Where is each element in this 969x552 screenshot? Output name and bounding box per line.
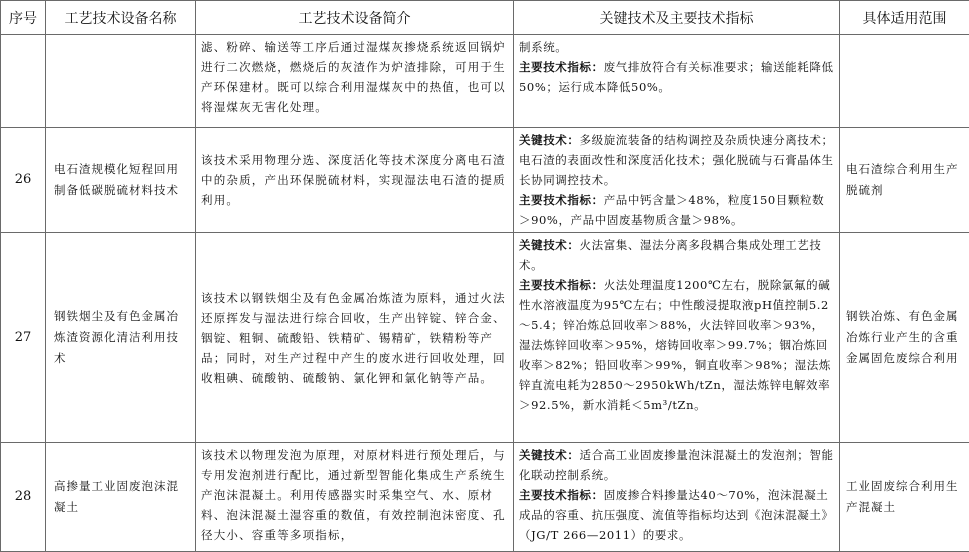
key-tech-label: 关键技术： <box>519 448 580 462</box>
header-equipment-intro: 工艺技术设备简介 <box>196 1 514 35</box>
indicator-label: 主要技术指标： <box>519 193 604 207</box>
table-row <box>1 233 969 443</box>
header-serial-number: 序号 <box>1 1 46 35</box>
row-intro: 该技术以钢铁烟尘及有色金属冶炼渣为原料，通过火法还原挥发与湿法进行综合回收，生产出锌锭、锌合金、铟锭、粗铜、硫酸铅、铁精矿、锡精矿，铁精粉等产品；同时，对生产过程中产生的废水进行回收处理，回收粗碘、硫酸钠、硫酸钠、氯化钾和氯化钠等产品。 <box>196 233 514 443</box>
indicator-label: 主要技术指标： <box>519 60 604 74</box>
row-key-tech <box>514 128 840 233</box>
row-scope: 电石渣综合利用生产脱硫剂 <box>840 128 969 233</box>
tech-line: 主要技术指标：废气排放符合有关标准要求；输送能耗降低50%；运行成本降低50%。 <box>519 60 834 94</box>
table-row <box>1 35 969 128</box>
indicator-label: 主要技术指标： <box>519 488 604 502</box>
tech-line: 关键技术：火法富集、湿法分离多段耦合集成处理工艺技术。 <box>519 238 822 272</box>
table-header-row <box>1 1 969 35</box>
row-name: 电石渣规模化短程回用制备低碳脱硫材料技术 <box>46 128 196 233</box>
row-name <box>46 35 196 128</box>
row-key-tech <box>514 443 840 552</box>
table-row <box>1 443 969 552</box>
row-scope: 钢铁冶炼、有色金属冶炼行业产生的含重金属固危废综合利用 <box>840 233 969 443</box>
key-tech-label: 关键技术： <box>519 238 580 252</box>
row-scope <box>840 35 969 128</box>
header-equipment-name: 工艺技术设备名称 <box>46 1 196 35</box>
row-number: 26 <box>1 128 46 233</box>
key-tech-label: 关键技术： <box>519 133 580 147</box>
row-scope: 工业固废综合利用生产混凝土 <box>840 443 969 552</box>
header-scope: 具体适用范围 <box>840 1 969 35</box>
indicator-label: 主要技术指标： <box>519 278 604 292</box>
tech-line: 主要技术指标：固废掺合料掺量达40～70%，泡沫混凝土成品的容重、抗压强度、流值等指标均达到《泡沫混凝土》（JG/T 266—2011）的要求。 <box>519 488 834 542</box>
row-number: 28 <box>1 443 46 552</box>
tech-line: 制系统。 <box>519 40 568 54</box>
row-name: 钢铁烟尘及有色金属冶炼渣资源化清洁利用技术 <box>46 233 196 443</box>
tech-line: 关键技术：适合高工业固废掺量泡沫混凝土的发泡剂；智能化联动控制系统。 <box>519 448 834 482</box>
row-number: 27 <box>1 233 46 443</box>
row-intro: 该技术采用物理分选、深度活化等技术深度分离电石渣中的杂质，产出环保脱硫材料，实现湿法电石渣的提质利用。 <box>196 128 514 233</box>
tech-line: 关键技术：多级旋流装备的结构调控及杂质快速分离技术；电石渣的表面改性和深度活化技术；强化脱硫与石膏晶体生长协同调控技术。 <box>519 133 834 187</box>
tech-line: 主要技术指标：产品中钙含量＞48%，粒度150目颗粒数＞90%，产品中固废基物质含量＞98%。 <box>519 193 825 227</box>
table-row <box>1 128 969 233</box>
row-name: 高掺量工业固废泡沫混凝土 <box>46 443 196 552</box>
row-intro: 滤、粉碎、输送等工序后通过湿煤灰掺烧系统返回锅炉进行二次燃烧，燃烧后的灰渣作为炉渣排除，可用于生产环保建材。既可以综合利用湿煤灰中的热值，也可以将湿煤灰无害化处理。 <box>196 35 514 128</box>
row-intro: 该技术以物理发泡为原理，对原材料进行预处理后，与专用发泡剂进行配比，通过新型智能化集成生产系统生产泡沫混凝土。利用传感器实时采集空气、水、原材料、泡沫混凝土湿容重的数值，有效控制泡沫密度、孔径大小、容重等多项指标， <box>196 443 514 552</box>
header-key-technology: 关键技术及主要技术指标 <box>514 1 840 35</box>
row-number <box>1 35 46 128</box>
tech-line: 主要技术指标：火法处理温度1200℃左右，脱除氯氟的碱性水溶液温度为95℃左右；中性酸浸提取液pH值控制5.2～5.4；锌冶炼总回收率＞88%，火法锌回收率＞93%，湿法炼锌回收率＞95%，熔铸回收率＞99.7%；铟冶炼回收率＞82%；铅回收率＞99%，铜直收率＞98%；湿法炼锌直流电耗为2850～2950kWh/tZn，湿法炼锌电解效率＞92.5%，新水消耗＜5m³/tZn。 <box>519 278 831 412</box>
row-key-tech <box>514 35 840 128</box>
row-key-tech <box>514 233 840 443</box>
